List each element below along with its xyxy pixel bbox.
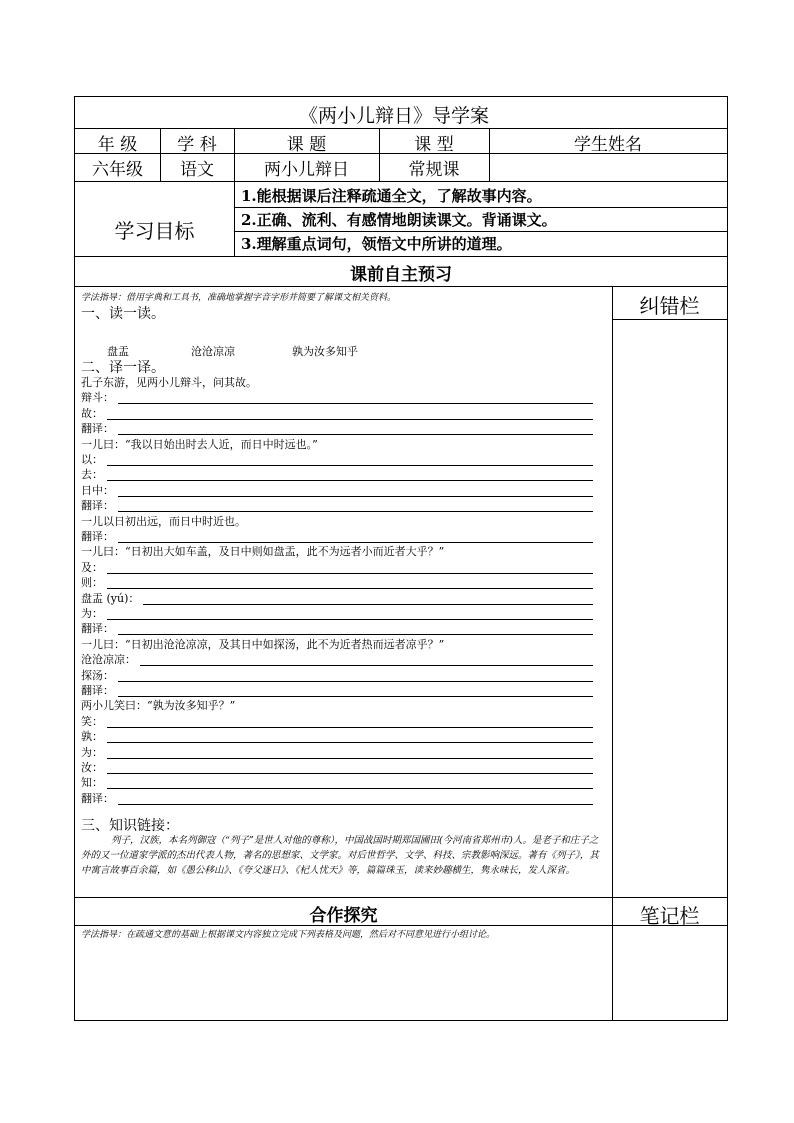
answer-underline[interactable] xyxy=(143,604,593,605)
answer-label: 及： xyxy=(81,560,103,574)
answer-label: 探汤： xyxy=(81,668,114,682)
sentence-text: 一儿曰：“日初出大如车盖，及日中则如盘盂，此不为远者小而近者大乎？” xyxy=(81,545,445,559)
answer-label: 知： xyxy=(81,776,103,790)
answer-row[interactable] xyxy=(81,715,593,729)
source-sentence xyxy=(81,376,593,390)
answer-row[interactable] xyxy=(81,792,593,806)
answer-underline[interactable] xyxy=(118,681,593,682)
answer-row[interactable] xyxy=(81,561,593,575)
sentence-text: 孔子东游，见两小儿辩斗，问其故。 xyxy=(81,376,257,389)
read-word-2: 沧沧凉凉 xyxy=(191,345,235,358)
read-word-3: 孰为汝多知乎 xyxy=(292,345,358,358)
sentence-text: 两小儿笑曰：“孰为汝多知乎？” xyxy=(81,699,236,713)
answer-label: 汝： xyxy=(81,761,103,774)
header-label-grade: 年 级 xyxy=(97,135,138,155)
answer-underline[interactable] xyxy=(118,511,593,512)
preview-heading: 课前自主预习 xyxy=(350,265,452,285)
answer-row[interactable] xyxy=(81,669,593,683)
answer-label: 翻译： xyxy=(81,684,114,697)
goal-item-3: 3.理解重点词句，领悟文中所讲的道理。 xyxy=(241,235,512,253)
notes-column-label: 笔记栏 xyxy=(639,904,700,928)
answer-row[interactable] xyxy=(81,776,593,790)
header-label-student-name: 学生姓名 xyxy=(574,135,642,155)
knowledge-heading: 三、知识链接： xyxy=(81,818,179,834)
sentence-text: 一儿曰：“我以日始出时去人近，而日中时远也。” xyxy=(81,437,318,451)
header-label-topic: 课 题 xyxy=(286,135,327,155)
knowledge-text: 列子，汉族，本名列御寇（“列子”是世人对他的尊称），中国战国时期郑国圃田(今河南省郑州市)人。是老子和庄子之外的又一位道家学派的杰出代表人物，著名的思想家、文学家。对后世哲学、文学、科技、宗教影响深远。著有《列子》，其中寓言故事百余篇，如《愚公移山》、《夸父逐日》、《杞人忧天》等，篇篇珠玉，读来妙趣横生，隽永味长，发人深省。 xyxy=(81,835,599,876)
answer-underline[interactable] xyxy=(107,419,593,420)
page-title: 《两小儿辩日》导学案 xyxy=(298,105,489,127)
answer-underline[interactable] xyxy=(118,804,593,805)
sentence-text: 一儿曰：“日初出沧沧凉凉，及其日中如探汤，此不为近者热而远者凉乎？” xyxy=(81,637,445,651)
source-sentence xyxy=(81,699,593,713)
header-value-subject: 语文 xyxy=(180,160,214,180)
answer-row[interactable] xyxy=(81,730,593,744)
answer-underline[interactable] xyxy=(118,696,593,697)
answer-label: 笑： xyxy=(81,714,103,728)
answer-underline[interactable] xyxy=(140,665,593,666)
cooperate-tip: 学法指导：在疏通文意的基础上根据课文内容独立完成下列表格及问题，然后对不同意见进行小组讨论。 xyxy=(81,930,496,940)
answer-underline[interactable] xyxy=(107,788,593,789)
answer-label: 盘盂 (yú)： xyxy=(81,591,140,605)
answer-row[interactable] xyxy=(81,407,593,421)
answer-row[interactable] xyxy=(81,391,593,405)
answer-underline[interactable] xyxy=(107,573,593,574)
answer-label: 辩斗： xyxy=(81,391,114,405)
answer-row[interactable] xyxy=(81,530,593,544)
cooperate-heading: 合作探究 xyxy=(309,906,378,926)
answer-label: 以： xyxy=(81,453,103,466)
translate-heading: 二、译一译。 xyxy=(81,360,165,376)
answer-underline[interactable] xyxy=(107,758,593,759)
answer-label: 孰： xyxy=(81,730,103,744)
source-sentence xyxy=(81,438,593,452)
sentence-text: 一儿以日初出远，而日中时近也。 xyxy=(81,514,246,528)
read-word-1: 盘盂 xyxy=(107,345,129,358)
answer-label: 翻译： xyxy=(81,622,114,636)
answer-row[interactable] xyxy=(81,484,593,498)
header-label-type: 课 型 xyxy=(414,135,454,155)
goals-label: 学习目标 xyxy=(114,219,195,243)
answer-row[interactable] xyxy=(81,592,593,606)
preview-tip: 学法指导：借用字典和工具书，准确地掌握字音字形并简要了解课文相关资料。 xyxy=(81,293,397,303)
answer-underline[interactable] xyxy=(107,727,593,728)
answer-label: 翻译： xyxy=(81,499,114,513)
answer-label: 翻译： xyxy=(81,530,114,543)
answer-row[interactable] xyxy=(81,607,593,621)
goal-item-1: 1.能根据课后注释疏通全文，了解故事内容。 xyxy=(241,187,542,205)
answer-underline[interactable] xyxy=(107,465,593,466)
answer-row[interactable] xyxy=(81,746,593,760)
answer-label: 则： xyxy=(81,576,103,590)
answer-label: 为： xyxy=(81,607,103,620)
answer-row[interactable] xyxy=(81,622,593,636)
answer-row[interactable] xyxy=(81,468,593,482)
answer-underline[interactable] xyxy=(107,773,593,774)
answer-row[interactable] xyxy=(81,761,593,775)
answer-underline[interactable] xyxy=(107,588,593,589)
header-value-topic: 两小儿辩日 xyxy=(264,160,349,180)
answer-underline[interactable] xyxy=(107,619,593,620)
answer-underline[interactable] xyxy=(107,480,593,481)
answer-row[interactable] xyxy=(81,653,593,667)
answer-underline[interactable] xyxy=(118,496,593,497)
answer-label: 故： xyxy=(81,406,103,420)
answer-label: 沧沧凉凉： xyxy=(81,653,136,667)
source-sentence xyxy=(81,638,593,652)
read-heading: 一、读一读。 xyxy=(81,306,165,322)
answer-underline[interactable] xyxy=(118,434,593,435)
answer-underline[interactable] xyxy=(118,403,593,404)
answer-label: 日中： xyxy=(81,483,114,497)
header-label-subject: 学 科 xyxy=(177,135,217,155)
header-value-type: 常规课 xyxy=(408,160,460,180)
answer-label: 去： xyxy=(81,468,103,482)
header-value-grade: 六年级 xyxy=(92,160,143,180)
correction-column-label: 纠错栏 xyxy=(639,294,700,318)
worksheet xyxy=(74,96,728,1021)
source-sentence xyxy=(81,545,593,559)
answer-underline[interactable] xyxy=(118,542,593,543)
answer-row[interactable] xyxy=(81,576,593,590)
source-sentence xyxy=(81,515,593,529)
answer-label: 翻译： xyxy=(81,791,114,805)
answer-row[interactable] xyxy=(81,499,593,513)
answer-underline[interactable] xyxy=(118,634,593,635)
answer-label: 翻译： xyxy=(81,422,114,436)
goal-item-2: 2.正确、流利、有感情地朗读课文。背诵课文。 xyxy=(241,211,557,229)
answer-row[interactable] xyxy=(81,684,593,698)
answer-label: 为： xyxy=(81,745,103,759)
answer-underline[interactable] xyxy=(107,742,593,743)
answer-row[interactable] xyxy=(81,422,593,436)
answer-row[interactable] xyxy=(81,453,593,467)
